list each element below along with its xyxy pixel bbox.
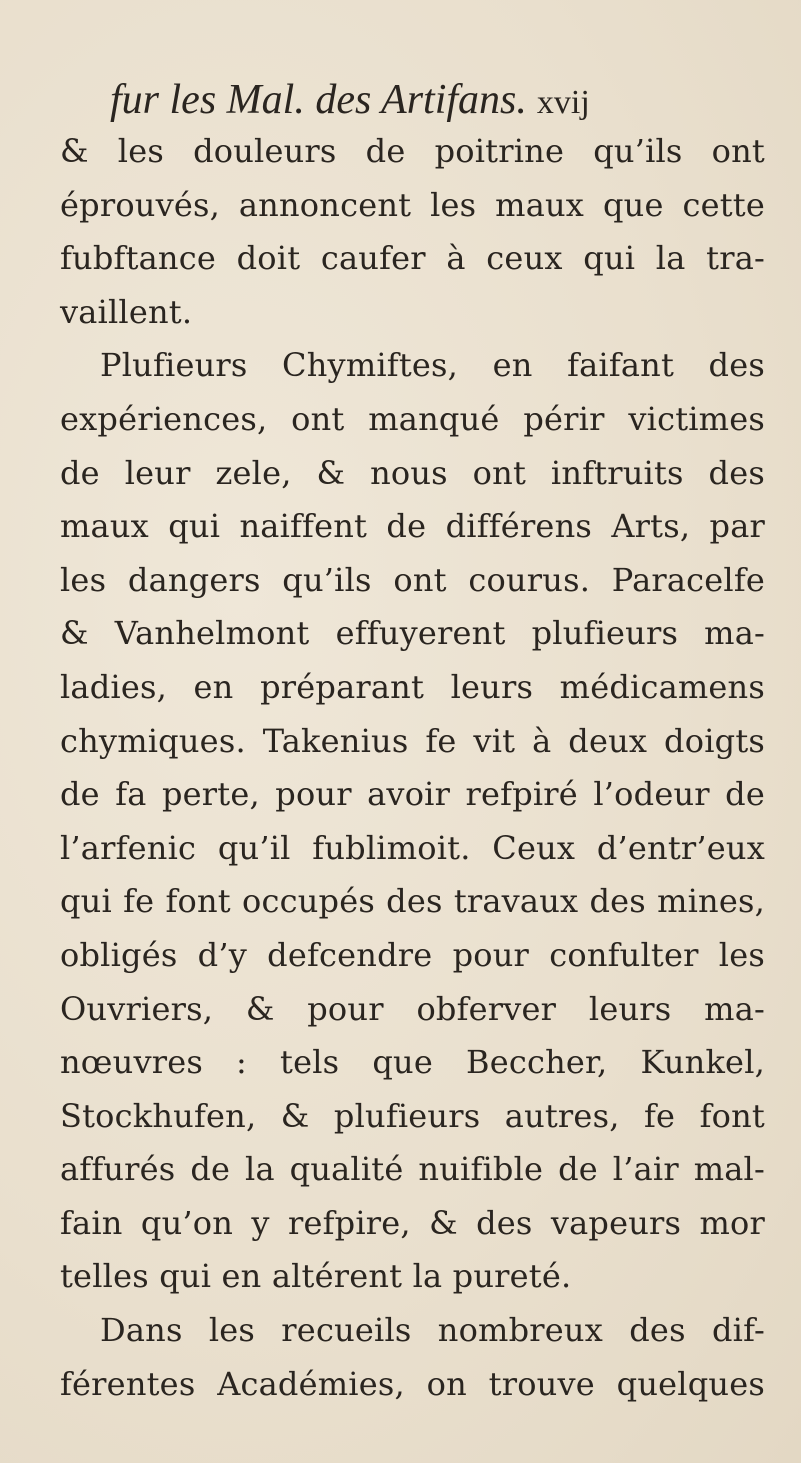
- running-title: fur les Mal. des Artifans.: [110, 77, 527, 123]
- body-text: [60, 125, 765, 1411]
- text-line: vaillent.: [60, 292, 193, 331]
- text-line: chymiques. Takenius fe vit à deux doigts: [60, 721, 765, 760]
- text-line: expériences, ont manqué périr victimes: [60, 399, 765, 438]
- text-line: de leur zele, & nous ont inftruits des: [60, 453, 765, 492]
- text-line: éprouvés, annoncent les maux que cette: [60, 185, 765, 224]
- text-line: l’arfenic qu’il fublimoit. Ceux d’entr’eux: [60, 828, 765, 867]
- text-line: Stockhufen, & plufieurs autres, fe font: [60, 1096, 765, 1135]
- text-line: Dans les recueils nombreux des dif-: [100, 1311, 765, 1350]
- text-line: fain qu’on y refpire, & des vapeurs mor: [60, 1203, 765, 1242]
- running-header: [110, 70, 710, 130]
- text-line: Ouvriers, & pour obferver leurs ma-: [60, 989, 765, 1028]
- text-line: & les douleurs de poitrine qu’ils ont: [60, 132, 765, 170]
- text-line: qui fe font occupés des travaux des mines,: [60, 882, 765, 921]
- text-line: affurés de la qualité nuifible de l’air mal-: [60, 1150, 765, 1189]
- text-line: Plufieurs Chymiftes, en faifant des: [100, 346, 765, 385]
- text-line: nœuvres : tels que Beccher, Kunkel,: [60, 1043, 765, 1082]
- page-number: xvij: [536, 84, 590, 121]
- text-line: férentes Académies, on trouve quelques: [60, 1364, 765, 1403]
- text-line: maux qui naiffent de différens Arts, par: [60, 507, 765, 546]
- text-line: obligés d’y defcendre pour confulter les: [60, 935, 765, 974]
- text-line: telles qui en altérent la pureté.: [60, 1257, 572, 1296]
- text-line: de fa perte, pour avoir refpiré l’odeur de: [60, 775, 765, 814]
- text-line: fubftance doit caufer à ceux qui la tra-: [60, 239, 765, 278]
- text-line: les dangers qu’ils ont courus. Paracelfe: [60, 560, 765, 599]
- text-line: ladies, en préparant leurs médicamens: [60, 667, 765, 706]
- text-line: & Vanhelmont effuyerent plufieurs ma-: [60, 614, 765, 653]
